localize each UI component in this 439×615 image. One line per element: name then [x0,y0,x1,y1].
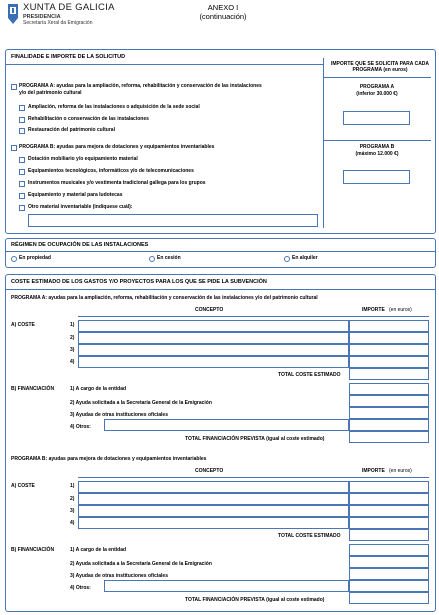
progA-col-importe-unit: (en euros) [389,307,412,313]
progB-amount-limit: (máximo 12.000 €) [355,151,399,157]
progB-row-3-num: 3) [70,508,75,514]
progA-row-3-importe[interactable] [349,344,429,356]
progB-amount-input[interactable] [343,170,410,184]
progB-item-4: Equipamiento y material para ludotecas [28,192,123,198]
progA-coste-label: A) COSTE [11,322,35,328]
progA-row-4-importe[interactable] [349,356,429,368]
progA-checkbox[interactable] [11,84,17,90]
progB-row-1-num: 1) [70,483,75,489]
progB-fin-1-value[interactable] [349,544,429,556]
progB-row-2-importe[interactable] [349,493,429,505]
progB-item-3-checkbox[interactable] [19,181,25,187]
progA-col-concepto: CONCEPTO [195,307,224,313]
radio-propiedad-label: En propiedad [19,255,51,261]
radio-cesion[interactable] [149,256,155,262]
progB-fin-4-other-input[interactable] [104,580,349,592]
progA-row-2-num: 2) [70,335,75,341]
progB-item-1-checkbox[interactable] [19,157,25,163]
annex-title: ANEXO I [207,3,239,12]
progA-row-2-importe[interactable] [349,332,429,344]
dept-emigracion: Secretaría Xeral da Emigración [23,20,93,26]
progB-item-5-checkbox[interactable] [19,205,25,211]
dept-presidencia: PRESIDENCIA [23,14,61,20]
progB-item-2: Equipamientos tecnológicos, informáticos y/o de telecomunicaciones [28,168,194,174]
progB-checkbox[interactable] [11,145,17,151]
progB-fin-2: 2) Ayuda solicitada a la Secretaría General de la Emigración [70,561,212,567]
progB-col-importe-unit: (en euros) [389,468,412,474]
progA-fin-2: 2) Ayuda solicitada a la Secretaría General de la Emigración [70,400,212,406]
progA-fin-label: B) FINANCIACIÓN [11,386,55,392]
progA-row-3-concepto[interactable] [78,344,349,356]
divider [323,77,431,78]
progA-total-fin-value[interactable] [349,431,429,443]
progB-total-coste-value[interactable] [349,529,429,541]
divider [5,64,323,65]
progB-row-2-concepto[interactable] [78,493,349,505]
progA-row-1-concepto[interactable] [78,320,349,332]
progB-amount-label: PROGRAMA B [359,144,395,150]
progB-row-3-importe[interactable] [349,505,429,517]
progB-fin-3: 3) Ayudas de otras instituciones oficiales [70,573,168,579]
progB-coste-label: A) COSTE [11,483,35,489]
progB-row-2-num: 2) [70,496,75,502]
progA-amount-limit: (inferior 30.000 €) [356,91,398,97]
progA-fin-3: 3) Ayudas de otras instituciones oficiales [70,412,168,418]
progB-row-4-num: 4) [70,520,75,526]
progB-row-1-importe[interactable] [349,481,429,493]
amount-header: IMPORTE QUE SE SOLICITA PARA CADA PROGRAMA (en euros) [330,61,430,73]
progB-col-concepto: CONCEPTO [195,468,224,474]
progB-fin-label: B) FINANCIACIÓN [11,547,55,553]
progA-item-3-checkbox[interactable] [19,128,25,134]
progB-fin-4: 4) Otros: [70,585,91,591]
xunta-logo [8,4,18,24]
progB-total-coste-label: TOTAL COSTE ESTIMADO [278,533,341,539]
radio-alquiler[interactable] [284,256,290,262]
progB-item-4-checkbox[interactable] [19,193,25,199]
progA-fin-3-value[interactable] [349,407,429,419]
progB-total-fin-label: TOTAL FINANCIACIÓN PREVISTA (igual al coste estimado) [185,597,325,603]
progB-row-3-concepto[interactable] [78,505,349,517]
progB-item-3: Instrumentos musicales y/o vestimenta tradicional gallega para los grupos [28,180,206,186]
progA-col-importe: IMPORTE [362,307,385,313]
progA-fin-1: 1) A cargo de la entidad [70,386,127,392]
progA-row-1-num: 1) [70,322,75,328]
divider [5,251,436,252]
progA-text-2: y/o del patrimonio cultural [19,90,82,96]
divider [5,289,436,290]
progA-amount-label: PROGRAMA A [359,84,395,90]
section-finalidad-title: FINALIDADE E IMPORTE DE LA SOLICITUD [11,54,126,60]
progA-total-fin-label: TOTAL FINANCIACIÓN PREVISTA (igual al coste estimado) [185,436,325,442]
progB-row-1-concepto[interactable] [78,481,349,493]
progB-title: PROGRAMA B: ayudas para mejora de dotaciones y equipamientos inventariables [11,456,207,462]
divider [78,316,429,317]
progB-total-fin-value[interactable] [349,592,429,604]
radio-alquiler-label: En alquiler [292,255,318,261]
progA-fin-4: 4) Otros: [70,424,91,430]
progB-item-2-checkbox[interactable] [19,169,25,175]
progA-row-1-importe[interactable] [349,320,429,332]
progA-item-1-checkbox[interactable] [19,105,25,111]
radio-propiedad[interactable] [11,256,17,262]
progA-row-2-concepto[interactable] [78,332,349,344]
progB-text: PROGRAMA B: ayudas para mejora de dotaciones y equipamientos inventariables [19,144,215,150]
other-material-input[interactable] [28,214,318,227]
progA-row-4-num: 4) [70,359,75,365]
radio-cesion-label: En cesión [157,255,181,261]
progA-fin-2-value[interactable] [349,395,429,407]
progA-fin-4-value[interactable] [349,419,429,431]
progB-fin-2-value[interactable] [349,556,429,568]
divider [323,140,431,141]
progB-item-1: Dotación mobiliario y/o equipamiento material [28,156,138,162]
progB-item-5: Otro material inventariable (indíquese cuál): [28,204,133,210]
progA-item-1: Ampliación, reforma de las instalaciones o adquisición de la sede social [28,104,200,110]
xunta-shield-icon [8,4,18,24]
progA-item-2-checkbox[interactable] [19,117,25,123]
annex-subtitle: (continuación) [199,12,247,21]
progA-amount-input[interactable] [343,111,410,125]
section-coste-title: COSTE ESTIMADO DE LOS GASTOS Y/O PROYECTOS PARA LOS QUE SE PIDE LA SUBVENCIÓN [11,279,267,285]
progA-row-4-concepto[interactable] [78,356,349,368]
progB-fin-4-value[interactable] [349,580,429,592]
divider [323,58,324,228]
progA-total-coste-value[interactable] [349,368,429,380]
progB-fin-1: 1) A cargo de la entidad [70,547,127,553]
divider [78,477,429,478]
progA-fin-1-value[interactable] [349,383,429,395]
progB-row-4-concepto[interactable] [78,517,349,529]
progB-row-4-importe[interactable] [349,517,429,529]
progA-item-2: Rehabilitación o conservación de las instalaciones [28,116,149,122]
progA-fin-4-other-input[interactable] [104,419,349,431]
progA-title: PROGRAMA A: ayudas para la ampliación, reforma, rehabilitación y conservación de las instalaciones y/o del patrimonio cultural [11,295,318,301]
progB-col-importe: IMPORTE [362,468,385,474]
progA-item-3: Restauración del patrimonio cultural [28,127,115,133]
brand-name: XUNTA DE GALICIA [23,2,115,13]
section-regimen-title: RÉGIMEN DE OCUPACIÓN DE LAS INSTALACIONES [11,242,149,248]
progA-row-3-num: 3) [70,347,75,353]
progA-text: PROGRAMA A: ayudas para la ampliación, reforma, rehabilitación y conservación de las instalaciones [19,83,262,89]
progA-total-coste-label: TOTAL COSTE ESTIMADO [278,372,341,378]
progB-fin-3-value[interactable] [349,568,429,580]
